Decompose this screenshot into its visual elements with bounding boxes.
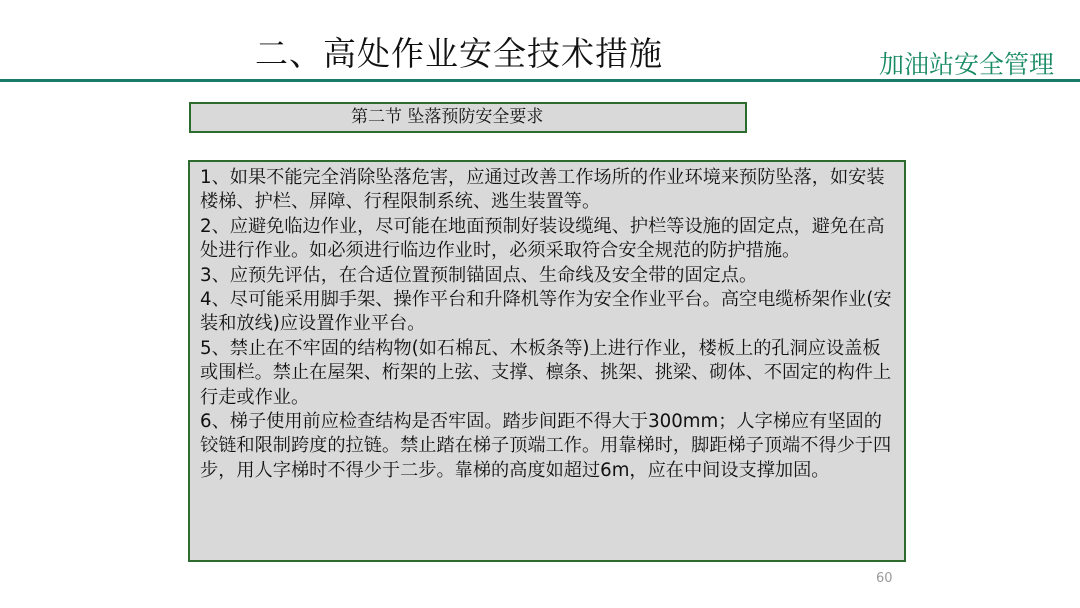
paragraph-4: 4、尽可能采用脚手架、操作平台和升降机等作为安全作业平台。高空电缆桥架作业(安装和放线)应设置作业平台。 <box>200 289 892 335</box>
content-box <box>188 160 906 562</box>
brand-label: 加油站安全管理 <box>878 50 1054 79</box>
paragraph-2: 2、应避免临边作业，尽可能在地面预制好装设缆绳、护栏等设施的固定点，避免在高处进行作业。如必须进行临边作业时，必须采取符合安全规范的防护措施。 <box>200 215 885 262</box>
paragraph-5: 5、禁止在不牢固的结构物(如石棉瓦、木板条等)上进行作业，楼板上的孔洞应设盖板或围栏。禁止在屋架、桁架的上弦、支撑、檩条、挑架、挑梁、砌体、不固定的构件上行走或作业。 <box>200 337 892 408</box>
paragraph-1: 1、如果不能完全消除坠落危害，应通过改善工作场所的作业环境来预防坠落，如安装楼梯、护栏、屏障、行程限制系统、逃生装置等。 <box>200 167 885 213</box>
header-divider <box>0 79 1080 82</box>
slide-title: 二、高处作业安全技术措施 <box>255 34 663 73</box>
paragraph-6: 6、梯子使用前应检查结构是否牢固。踏步间距不得大于300mm；人字梯应有坚固的铰链和限制跨度的拉链。禁止踏在梯子顶端工作。用靠梯时，脚距梯子顶端不得少于四步，用人字梯时不得少于二步。靠梯的高度如超过6m，应在中间设支撑加固。 <box>200 411 892 481</box>
paragraph-3: 3、应预先评估，在合适位置预制锚固点、生命线及安全带的固定点。 <box>200 264 758 286</box>
page-number: 60 <box>876 571 893 586</box>
section-box <box>189 102 747 133</box>
section-title: 第二节 坠落预防安全要求 <box>351 107 544 127</box>
